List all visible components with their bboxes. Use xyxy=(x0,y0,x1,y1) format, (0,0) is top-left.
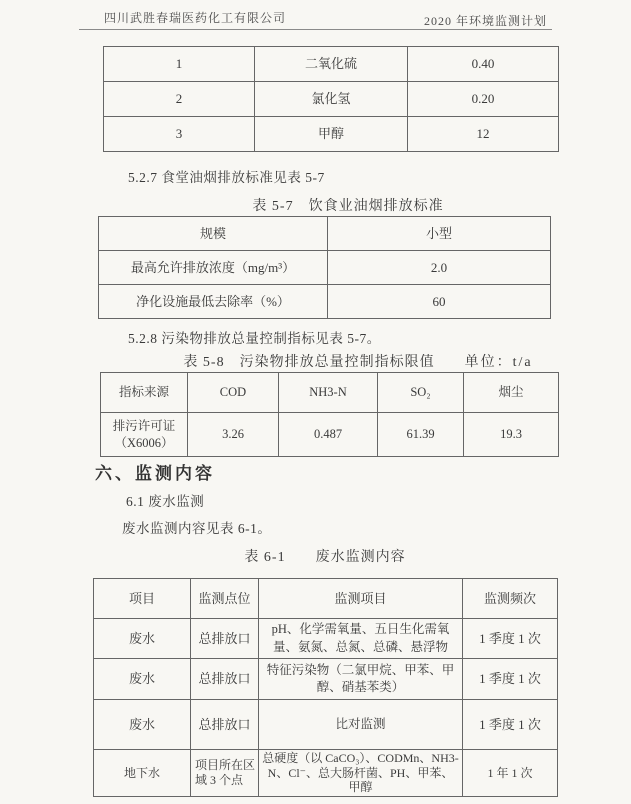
column-header-point: 监测点位 xyxy=(191,579,259,619)
pollutant-name-cell: 二氧化硫 xyxy=(255,47,408,82)
wastewater-monitoring-table xyxy=(93,578,558,797)
table-row xyxy=(94,619,558,659)
table-row xyxy=(101,413,559,457)
nh3n-value-cell: 0.487 xyxy=(279,413,378,457)
section-6-1-intro-text: 废水监测内容见表 6-1。 xyxy=(122,521,272,536)
column-header-cod: COD xyxy=(188,373,279,413)
column-header-frequency: 监测频次 xyxy=(463,579,558,619)
permit-source-cell: 排污许可证 （X6006） xyxy=(101,413,188,457)
row-number-cell: 3 xyxy=(104,117,255,152)
table-row xyxy=(94,659,558,700)
column-header-item: 项目 xyxy=(94,579,191,619)
table-row xyxy=(94,750,558,797)
scale-label-cell: 规模 xyxy=(99,217,328,251)
section-6-1-heading: 6.1 废水监测 xyxy=(126,494,205,509)
frequency-cell: 1 年 1 次 xyxy=(463,750,558,797)
header-rule xyxy=(79,29,552,30)
oil-fume-standard-table xyxy=(98,216,551,319)
scale-value-cell: 小型 xyxy=(328,217,551,251)
table-header-row xyxy=(94,579,558,619)
item-cell: 废水 xyxy=(94,659,191,700)
params-cell: pH、化学需氧量、五日生化需氧量、氨氮、总氮、总磷、悬浮物 xyxy=(259,619,463,659)
params-cell: 特征污染物（二氯甲烷、甲苯、甲醇、硝基苯类） xyxy=(259,659,463,700)
section-5-2-7-text: 5.2.7 食堂油烟排放标准见表 5-7 xyxy=(128,170,325,185)
table-row xyxy=(99,217,551,251)
row-number-cell: 2 xyxy=(104,82,255,117)
pollutant-value-cell: 0.40 xyxy=(408,47,559,82)
removal-rate-label-cell: 净化设施最低去除率（%） xyxy=(99,285,328,319)
item-cell: 废水 xyxy=(94,700,191,750)
pollutant-value-cell: 12 xyxy=(408,117,559,152)
table-6-1-caption: 表 6-1 废水监测内容 xyxy=(244,550,406,565)
column-header-nh3n: NH3-N xyxy=(279,373,378,413)
so2-value-cell: 61.39 xyxy=(378,413,464,457)
table-header-row xyxy=(101,373,559,413)
item-cell: 废水 xyxy=(94,619,191,659)
table-row xyxy=(99,251,551,285)
point-cell: 总排放口 xyxy=(191,659,259,700)
point-cell: 总排放口 xyxy=(191,619,259,659)
header-doc-title: 2020 年环境监测计划 xyxy=(423,14,547,28)
table-row xyxy=(99,285,551,319)
point-cell: 项目所在区域 3 个点 xyxy=(191,750,259,797)
table-5-8-unit: 单位：t/a xyxy=(464,355,533,370)
params-cell: 比对监测 xyxy=(259,700,463,750)
table-5-8-caption xyxy=(132,351,584,371)
frequency-cell: 1 季度 1 次 xyxy=(463,659,558,700)
column-header-source: 指标来源 xyxy=(101,373,188,413)
table-row xyxy=(104,47,559,82)
table-row xyxy=(94,700,558,750)
column-header-dust: 烟尘 xyxy=(464,373,559,413)
item-cell: 地下水 xyxy=(94,750,191,797)
max-concentration-value-cell: 2.0 xyxy=(328,251,551,285)
frequency-cell: 1 季度 1 次 xyxy=(463,619,558,659)
removal-rate-value-cell: 60 xyxy=(328,285,551,319)
params-cell: 总硬度（以 CaCO₃）、CODMn、NH3-N、Cl⁻、总大肠杆菌、PH、甲苯、甲醇 xyxy=(259,750,463,797)
column-header-params: 监测项目 xyxy=(259,579,463,619)
point-cell: 总排放口 xyxy=(191,700,259,750)
header-company-name: 四川武胜春瑞医药化工有限公司 xyxy=(104,11,287,25)
pollutant-name-cell: 甲醇 xyxy=(255,117,408,152)
pollutant-value-cell: 0.20 xyxy=(408,82,559,117)
pollutant-limit-table xyxy=(103,46,559,152)
cod-value-cell: 3.26 xyxy=(188,413,279,457)
table-row xyxy=(104,117,559,152)
frequency-cell: 1 季度 1 次 xyxy=(463,700,558,750)
table-5-8-title: 表 5-8 污染物排放总量控制指标限值 xyxy=(183,355,435,370)
max-concentration-label-cell: 最高允许排放浓度（mg/m³） xyxy=(99,251,328,285)
column-header-so2: SO₂ xyxy=(378,373,464,413)
chapter-6-heading: 六、监测内容 xyxy=(95,464,215,483)
dust-value-cell: 19.3 xyxy=(464,413,559,457)
row-number-cell: 1 xyxy=(104,47,255,82)
table-row xyxy=(104,82,559,117)
table-5-7-caption: 表 5-7 饮食业油烟排放标准 xyxy=(252,199,444,214)
total-emission-control-table xyxy=(100,372,559,457)
section-5-2-8-text: 5.2.8 污染物排放总量控制指标见表 5-7。 xyxy=(128,331,381,346)
pollutant-name-cell: 氯化氢 xyxy=(255,82,408,117)
